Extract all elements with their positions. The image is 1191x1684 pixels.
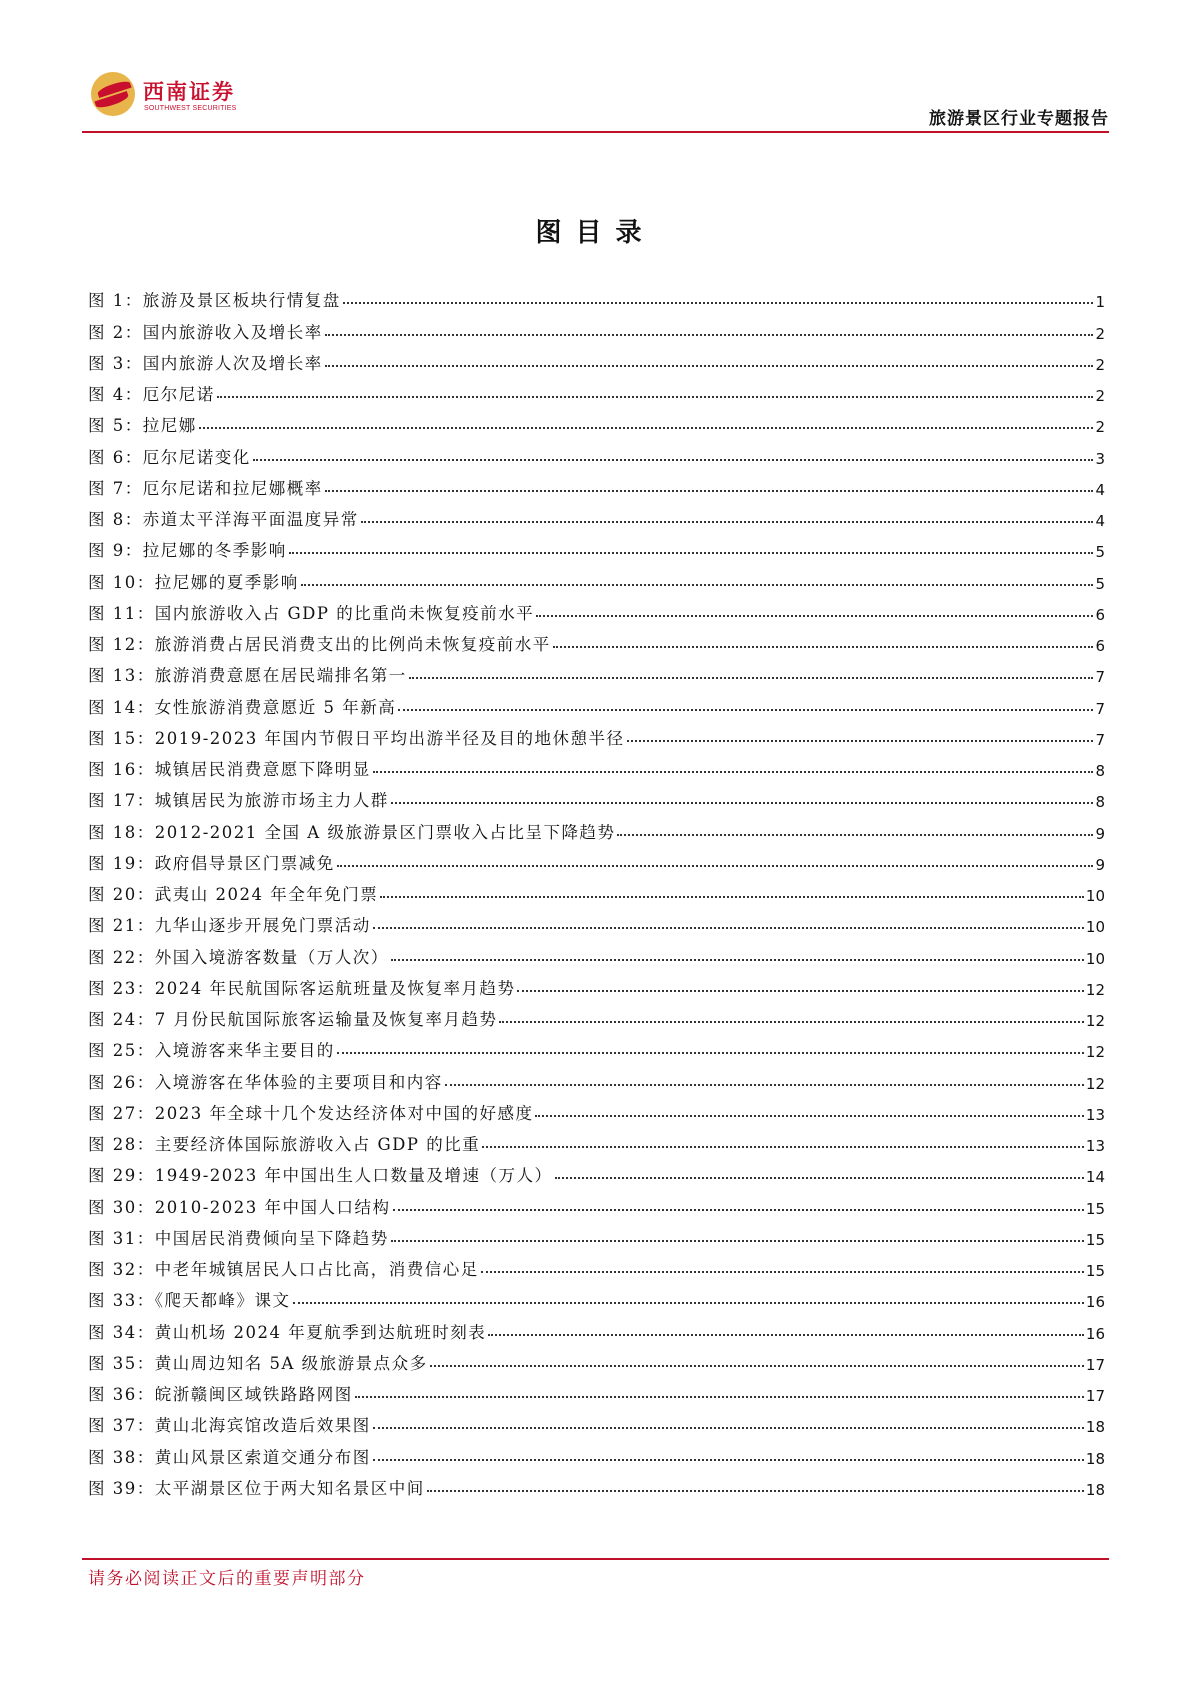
- toc-entry-page: 8: [1095, 793, 1105, 812]
- dot-leader: [481, 1271, 1084, 1273]
- toc-entry[interactable]: [88, 780, 1105, 811]
- dot-leader: [325, 365, 1094, 367]
- toc-entry[interactable]: [88, 655, 1105, 686]
- toc-entry-label: 图 9：拉尼娜的冬季影响: [88, 541, 287, 561]
- toc-entry-page: 9: [1095, 855, 1105, 874]
- toc-entry-page: 15: [1085, 1230, 1105, 1249]
- dot-leader: [627, 740, 1094, 742]
- toc-entry-label: 图 22：外国入境游客数量（万人次）: [88, 947, 389, 967]
- toc-entry[interactable]: [88, 1155, 1105, 1186]
- toc-entry-page: 12: [1085, 980, 1105, 999]
- dot-leader: [536, 615, 1093, 617]
- toc-entry[interactable]: [88, 343, 1105, 374]
- toc-entry-label: 图 31：中国居民消费倾向呈下降趋势: [88, 1228, 389, 1248]
- dot-leader: [253, 459, 1094, 461]
- toc-entry-label: 图 37：黄山北海宾馆改造后效果图: [88, 1416, 371, 1436]
- toc-entry-label: 图 38：黄山风景区索道交通分布图: [88, 1447, 371, 1467]
- dot-leader: [409, 677, 1094, 679]
- toc-entry[interactable]: [88, 1249, 1105, 1280]
- dot-leader: [325, 490, 1094, 492]
- logo-english-name: SOUTHWEST SECURITIES: [144, 105, 237, 112]
- toc-entry[interactable]: [88, 686, 1105, 717]
- toc-entry-label: 图 25：入境游客来华主要目的: [88, 1041, 335, 1061]
- toc-entry[interactable]: [88, 874, 1105, 905]
- toc-entry-page: 1: [1095, 293, 1105, 312]
- dot-leader: [373, 927, 1084, 929]
- toc-entry[interactable]: [88, 905, 1105, 936]
- toc-entry-label: 图 21：九华山逐步开展免门票活动: [88, 916, 371, 936]
- dot-leader: [499, 1021, 1083, 1023]
- toc-entry-label: 图 18：2012-2021 全国 A 级旅游景区门票收入占比呈下降趋势: [88, 822, 616, 842]
- toc-entry[interactable]: [88, 1343, 1105, 1374]
- toc-entry-label: 图 17：城镇居民为旅游市场主力人群: [88, 791, 389, 811]
- figure-table-of-contents: [88, 280, 1105, 1499]
- footer-notice: 请务必阅读正文后的重要声明部分: [88, 1569, 366, 1589]
- toc-entry-page: 7: [1095, 699, 1105, 718]
- toc-entry-label: 图 10：拉尼娜的夏季影响: [88, 572, 299, 592]
- toc-entry-page: 6: [1095, 605, 1105, 624]
- toc-entry[interactable]: [88, 1280, 1105, 1311]
- toc-entry-label: 图 3：国内旅游人次及增长率: [88, 353, 323, 373]
- toc-entry-label: 图 8：赤道太平洋海平面温度异常: [88, 510, 359, 529]
- toc-entry-label: 图 32：中老年城镇居民人口占比高，消费信心足: [88, 1260, 479, 1279]
- toc-entry-label: 图 7：厄尔尼诺和拉尼娜概率: [88, 478, 323, 498]
- toc-entry-label: 图 13：旅游消费意愿在居民端排名第一: [88, 666, 407, 686]
- toc-entry-page: 18: [1085, 1449, 1105, 1468]
- dot-leader: [289, 552, 1094, 554]
- toc-entry-page: 2: [1095, 387, 1105, 405]
- toc-entry[interactable]: [88, 1061, 1105, 1092]
- toc-entry-page: 12: [1085, 1043, 1105, 1062]
- dot-leader: [482, 1146, 1084, 1148]
- toc-entry-page: 2: [1095, 418, 1105, 437]
- dot-leader: [199, 427, 1094, 429]
- dot-leader: [293, 1302, 1084, 1304]
- page-title: 图目录: [535, 218, 656, 248]
- toc-entry[interactable]: [88, 468, 1105, 499]
- toc-entry-label: 图 15：2019-2023 年国内节假日平均出游半径及目的地休憩半径: [88, 728, 625, 748]
- dot-leader: [361, 521, 1094, 523]
- dot-leader: [430, 1365, 1084, 1367]
- footer-divider: [82, 1558, 1109, 1560]
- toc-entry-page: 5: [1095, 574, 1105, 593]
- toc-entry-label: 图 33：《爬天都峰》课文: [88, 1291, 291, 1311]
- dot-leader: [398, 709, 1093, 711]
- toc-entry-page: 10: [1085, 918, 1105, 937]
- toc-entry-page: 6: [1095, 637, 1105, 655]
- toc-entry-label: 图 14：女性旅游消费意愿近 5 年新高: [88, 697, 397, 717]
- toc-entry-page: 18: [1085, 1480, 1105, 1499]
- dot-leader: [391, 1240, 1084, 1242]
- dot-leader: [517, 990, 1083, 992]
- toc-entry-page: 7: [1095, 730, 1105, 749]
- toc-entry-page: 8: [1095, 762, 1105, 780]
- toc-entry-label: 图 27：2023 年全球十几个发达经济体对中国的好感度: [88, 1103, 534, 1123]
- dot-leader: [555, 1177, 1084, 1179]
- toc-entry-label: 图 39：太平湖景区位于两大知名景区中间: [88, 1478, 425, 1498]
- dot-leader: [553, 646, 1094, 648]
- toc-entry-page: 10: [1085, 887, 1105, 905]
- toc-entry-label: 图 12：旅游消费占居民消费支出的比例尚未恢复疫前水平: [88, 635, 551, 654]
- toc-entry[interactable]: [88, 311, 1105, 342]
- toc-entry[interactable]: [88, 843, 1105, 874]
- toc-entry-page: 14: [1085, 1168, 1105, 1187]
- toc-entry-page: 12: [1085, 1074, 1105, 1093]
- toc-entry-page: 16: [1085, 1293, 1105, 1312]
- toc-entry-label: 图 30：2010-2023 年中国人口结构: [88, 1197, 391, 1217]
- header-divider: [82, 131, 1109, 133]
- toc-entry-page: 4: [1095, 512, 1105, 530]
- dot-leader: [301, 584, 1094, 586]
- dot-leader: [217, 396, 1094, 398]
- logo-chinese-name: 西南证券: [143, 79, 235, 104]
- toc-entry-label: 图 19：政府倡导景区门票减免: [88, 853, 335, 873]
- toc-entry-label: 图 1：旅游及景区板块行情复盘: [88, 291, 341, 311]
- toc-entry[interactable]: [88, 593, 1105, 624]
- toc-entry-page: 12: [1085, 1012, 1105, 1030]
- dot-leader: [391, 802, 1094, 804]
- dot-leader: [373, 771, 1094, 773]
- report-title: 旅游景区行业专题报告: [929, 109, 1109, 129]
- toc-entry-page: 18: [1085, 1418, 1105, 1437]
- toc-entry-label: 图 5：拉尼娜: [88, 416, 197, 436]
- dot-leader: [445, 1084, 1084, 1086]
- dot-leader: [337, 1052, 1084, 1054]
- toc-entry-label: 图 2：国内旅游收入及增长率: [88, 322, 323, 342]
- dot-leader: [373, 1459, 1084, 1461]
- toc-entry-page: 15: [1085, 1262, 1105, 1280]
- toc-entry[interactable]: [88, 624, 1105, 655]
- toc-entry[interactable]: [88, 811, 1105, 842]
- toc-entry-page: 9: [1095, 824, 1105, 843]
- dot-leader: [337, 865, 1094, 867]
- dot-leader: [373, 1427, 1084, 1429]
- toc-entry[interactable]: [88, 1374, 1105, 1405]
- toc-entry-label: 图 11：国内旅游收入占 GDP 的比重尚未恢复疫前水平: [88, 603, 535, 623]
- toc-entry[interactable]: [88, 936, 1105, 967]
- toc-entry-label: 图 20：武夷山 2024 年全年免门票: [88, 885, 379, 904]
- toc-entry-label: 图 29：1949-2023 年中国出生人口数量及增速（万人）: [88, 1166, 553, 1186]
- toc-entry[interactable]: [88, 1030, 1105, 1061]
- toc-entry-label: 图 35：黄山周边知名 5A 级旅游景点众多: [88, 1353, 428, 1373]
- toc-entry[interactable]: [88, 718, 1105, 749]
- toc-entry[interactable]: [88, 1436, 1105, 1467]
- dot-leader: [488, 1334, 1084, 1336]
- dot-leader: [393, 1209, 1084, 1211]
- toc-entry[interactable]: [88, 749, 1105, 780]
- toc-entry-page: 10: [1085, 949, 1105, 968]
- company-logo: [91, 72, 251, 120]
- toc-entry-label: 图 23：2024 年民航国际客运航班量及恢复率月趋势: [88, 978, 516, 998]
- toc-entry[interactable]: [88, 374, 1105, 405]
- toc-entry[interactable]: [88, 561, 1105, 592]
- toc-entry-label: 图 26：入境游客在华体验的主要项目和内容: [88, 1072, 443, 1092]
- toc-entry-page: 3: [1095, 449, 1105, 468]
- toc-entry[interactable]: [88, 405, 1105, 436]
- toc-entry-page: 13: [1085, 1105, 1105, 1124]
- dot-leader: [355, 1396, 1084, 1398]
- toc-entry[interactable]: [88, 999, 1105, 1030]
- toc-entry-page: 15: [1085, 1199, 1105, 1218]
- toc-entry-label: 图 34：黄山机场 2024 年夏航季到达航班时刻表: [88, 1322, 487, 1342]
- dot-leader: [325, 334, 1094, 336]
- toc-entry-page: 4: [1095, 480, 1105, 499]
- toc-entry-label: 图 24：7 月份民航国际旅客运输量及恢复率月趋势: [88, 1010, 498, 1029]
- toc-entry-label: 图 6：厄尔尼诺变化: [88, 447, 251, 467]
- toc-entry[interactable]: [88, 530, 1105, 561]
- toc-entry-page: 17: [1085, 1387, 1105, 1405]
- toc-entry-page: 17: [1085, 1355, 1105, 1374]
- toc-entry[interactable]: [88, 1405, 1105, 1436]
- toc-entry-label: 图 16：城镇居民消费意愿下降明显: [88, 760, 371, 779]
- toc-entry-page: 2: [1095, 324, 1105, 343]
- toc-entry-page: 2: [1095, 355, 1105, 374]
- toc-entry[interactable]: [88, 1468, 1105, 1499]
- toc-entry[interactable]: [88, 280, 1105, 311]
- toc-entry-page: 16: [1085, 1324, 1105, 1343]
- toc-entry[interactable]: [88, 1218, 1105, 1249]
- toc-entry-page: 13: [1085, 1137, 1105, 1155]
- toc-entry-label: 图 4：厄尔尼诺: [88, 385, 215, 404]
- toc-entry[interactable]: [88, 968, 1105, 999]
- toc-entry-page: 7: [1095, 668, 1105, 687]
- dot-leader: [391, 959, 1084, 961]
- toc-entry[interactable]: [88, 1093, 1105, 1124]
- dot-leader: [535, 1115, 1083, 1117]
- dot-leader: [617, 834, 1093, 836]
- toc-entry[interactable]: [88, 436, 1105, 467]
- toc-entry-label: 图 28：主要经济体国际旅游收入占 GDP 的比重: [88, 1135, 481, 1154]
- toc-entry-page: 5: [1095, 543, 1105, 562]
- toc-entry[interactable]: [88, 1124, 1105, 1155]
- dot-leader: [380, 896, 1084, 898]
- logo-emblem-icon: [91, 72, 135, 116]
- toc-entry[interactable]: [88, 499, 1105, 530]
- toc-entry-label: 图 36：皖浙赣闽区域铁路路网图: [88, 1385, 353, 1404]
- toc-entry[interactable]: [88, 1311, 1105, 1342]
- dot-leader: [427, 1490, 1084, 1492]
- dot-leader: [343, 302, 1094, 304]
- toc-entry[interactable]: [88, 1186, 1105, 1217]
